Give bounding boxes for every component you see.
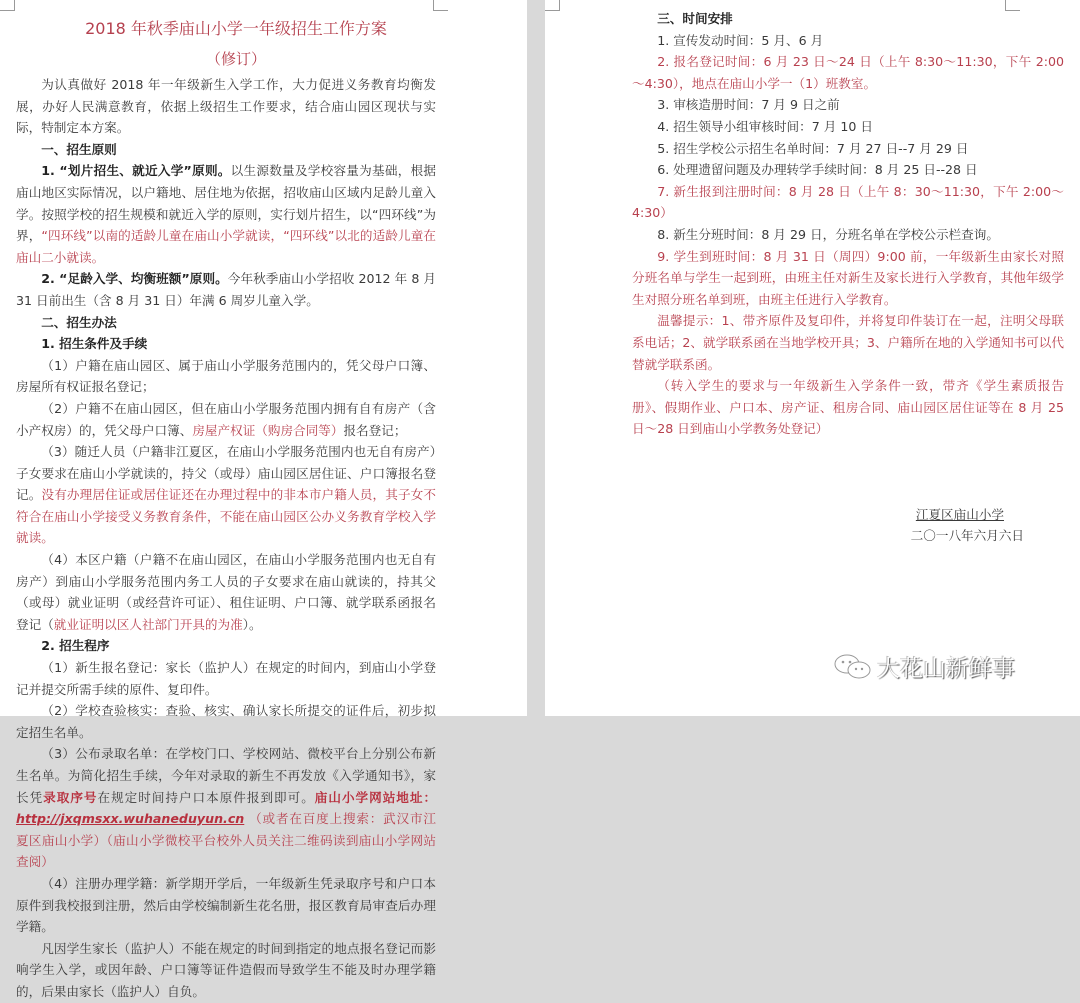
text-run: （1）新生报名登记：家长（监护人）在规定的时间内，到庙山小学登记并提交所需手续的原件、复印件。 <box>16 660 436 697</box>
text-run: 9. 学生到班时间：8 月 31 日（周四）9:00 前，一年级新生由家长对照分班名单与学生一起到班，由班主任对新生及家长进行入学教育，其他年级学生对照分班名单到班，由班主任进行入学教育。 <box>632 248 1064 307</box>
signature-date: 二〇一八年六月六日 <box>910 528 1024 544</box>
paragraph <box>16 398 436 441</box>
paragraph <box>632 51 1064 94</box>
paragraph <box>16 549 436 635</box>
document-subtitle: （修订） <box>205 50 266 68</box>
paragraph <box>632 246 1064 311</box>
text-run: 8. 新生分班时间：8 月 29 日，分班名单在学校公示栏查询。 <box>657 226 999 242</box>
paragraph <box>632 30 1064 52</box>
paragraph <box>16 441 436 549</box>
text-run: 2. “足龄入学、均衡班额”原则。 <box>41 271 228 287</box>
text-run: 在规定时间持户口本原件报到即可。 <box>97 789 315 805</box>
paragraph <box>632 94 1064 116</box>
document-page-right <box>545 0 1080 716</box>
left-body-text <box>16 74 436 1003</box>
paragraph <box>16 355 436 398</box>
text-run: （3）随迁人员（户籍非江夏区，在庙山小学服务范围内也无自有房产）子女要求在庙山小学就读的，持父（或母）庙山园区居住证、户口簿报名登记。 <box>16 444 436 503</box>
signature-org: 江夏区庙山小学 <box>915 506 1004 522</box>
text-run: （2）户籍不在庙山园区，但在庙山小学服务范围内拥有自有房产（含小产权房）的，凭父母户口簿、 <box>16 400 436 438</box>
paragraph <box>16 333 436 355</box>
wechat-icon <box>833 653 873 681</box>
text-run: 就业证明以区人社部门开具的为准 <box>53 616 243 632</box>
paragraph <box>632 224 1064 246</box>
paragraph <box>16 938 436 1003</box>
paragraph <box>632 310 1064 375</box>
text-run: （转入学生的要求与一年级新生入学条件一致，带齐《学生素质报告册》、假期作业、户口本、房产证、租房合同、庙山园区居住证等在 8 月 25 日～28 日到庙山小学教务处登记） <box>632 378 1064 437</box>
text-run: （2）学校查验核实：查验、核实、确认家长所提交的证件后，初步拟定招生名单。 <box>16 703 436 740</box>
text-run: 以生源数量及学校容量为基础，根据庙山地区实际情况，以户籍地、居住地为依据，招收庙山区域内足龄儿童入学。按照学校的招生规模和就近入学的原则，实行划片招生，以“四环线”为界， <box>16 163 437 244</box>
watermark <box>833 650 1015 683</box>
text-run: 一、招生原则 <box>41 141 117 157</box>
paragraph <box>632 159 1064 181</box>
text-run: 4. 招生领导小组审核时间：7 月 10 日 <box>657 118 873 134</box>
right-body-text <box>632 8 1064 440</box>
paragraph <box>16 873 436 938</box>
text-run: 没有办理居住证或居住证还在办理过程中的非本市户籍人员，其子女不符合在庙山小学接受义务教育条件，不能在庙山园区公办义务教育学校入学就读。 <box>16 487 437 546</box>
paragraph <box>16 657 436 700</box>
page-corner-mark <box>433 0 448 11</box>
paragraph <box>16 312 436 334</box>
text-run: “四环线”以南的适龄儿童在庙山小学就读，“四环线”以北的适龄儿童在庙山二小就读。 <box>16 228 437 265</box>
text-run: 三、时间安排 <box>657 11 733 26</box>
paragraph <box>632 181 1064 224</box>
text-run: 房屋产权证（购房合同等） <box>192 422 344 438</box>
text-run: 2. 报名登记时间：6 月 23 日～24 日（上午 8:30～11:30，下午 2:00～4:30），地点在庙山小学一（1）班教室。 <box>632 54 1064 91</box>
text-run: ）。 <box>242 616 262 632</box>
paragraph <box>632 8 1064 30</box>
text-run: 1. 宣传发动时间：5 月、6 月 <box>657 32 824 48</box>
text-run: （4）本区户籍（户籍不在庙山园区，在庙山小学服务范围内也无自有房产）到庙山小学服务范围内务工人员的子女要求在庙山就读的，持其父（或母）就业证明（或经营许可证）、租住证明、户口簿、就学联系函报名登记（ <box>16 552 436 632</box>
paragraph <box>16 268 436 311</box>
text-run: （1）户籍在庙山园区、属于庙山小学服务范围内的，凭父母户口簿、房屋所有权证报名登记； <box>16 357 436 395</box>
text-run: 温馨提示：1、带齐原件及复印件，并将复印件装订在一起，注明父母联系电话；2、就学联系函在当地学校开具；3、户籍所在地的入学通知书可以代替就学联系函。 <box>632 313 1064 372</box>
paragraph <box>16 743 436 873</box>
paragraph <box>16 139 436 161</box>
text-run: 3. 审核造册时间：7 月 9 日之前 <box>657 97 840 113</box>
text-run: 1. 招生条件及手续 <box>41 336 148 352</box>
paragraph <box>632 138 1064 160</box>
paragraph <box>16 160 436 268</box>
text-run: 6. 处理遗留问题及办理转学手续时间：8 月 25 日--28 日 <box>657 162 978 178</box>
text-run: 录取序号 <box>43 789 98 805</box>
paragraph <box>632 116 1064 138</box>
website-link[interactable]: http://jxqmsxx.wuhaneduyun.cn <box>16 811 245 827</box>
document-page-left <box>0 0 527 999</box>
text-run: 二、招生办法 <box>41 314 117 330</box>
paragraph <box>632 375 1064 440</box>
paragraph <box>16 635 436 657</box>
text-run: 7. 新生报到注册时间：8 月 28 日（上午 8：30～11:30，下午 2:00～4:30） <box>632 183 1064 221</box>
page-corner-mark <box>545 0 560 11</box>
text-run: 今年秋季庙山小学招收 2012 年 8 月 31 日前出生（含 8 月 31 日）年满 6 周岁儿童入学。 <box>16 271 436 308</box>
text-run: 报名登记； <box>343 422 407 438</box>
paragraph <box>16 74 436 139</box>
text-run: 1. “划片招生、就近入学”原则。 <box>41 163 231 179</box>
paragraph <box>16 700 436 743</box>
text-run: 为认真做好 2018 年一年级新生入学工作，大力促进义务教育均衡发展，办好人民满意教育，依据上级招生工作要求，结合庙山园区现状与实际，特制定本方案。 <box>16 77 436 136</box>
watermark-text: 大花山新鲜事 <box>877 656 1015 682</box>
page-corner-mark <box>0 0 15 11</box>
text-run: 2. 招生程序 <box>41 638 110 654</box>
text-run: 庙山小学网站地址： <box>314 789 437 805</box>
text-run: （3）公布录取名单：在学校门口、学校网站、微校平台上分别公布新生名单。为简化招生手续，今年对录取的新生不再发放《入学通知书》，家长凭 <box>16 746 436 805</box>
document-title: 2018 年秋季庙山小学一年级招生工作方案 <box>85 19 387 38</box>
text-run: 5. 招生学校公示招生名单时间：7 月 27 日--7 月 29 日 <box>657 140 969 156</box>
text-run: 凡因学生家长（监护人）不能在规定的时间到指定的地点报名登记而影响学生入学，或因年龄、户口簿等证件造假而导致学生不能及时办理学籍的，后果由家长（监护人）自负。 <box>16 940 436 999</box>
text-run: （或者在百度上搜索：武汉市江夏区庙山小学）（庙山小学微校平台校外人员关注二维码读到庙山小学网站查阅） <box>16 811 436 870</box>
text-run: （4）注册办理学籍：新学期开学后，一年级新生凭录取序号和户口本原件到我校报到注册，然后由学校编制新生花名册，报区教育局审查后办理学籍。 <box>16 875 436 935</box>
